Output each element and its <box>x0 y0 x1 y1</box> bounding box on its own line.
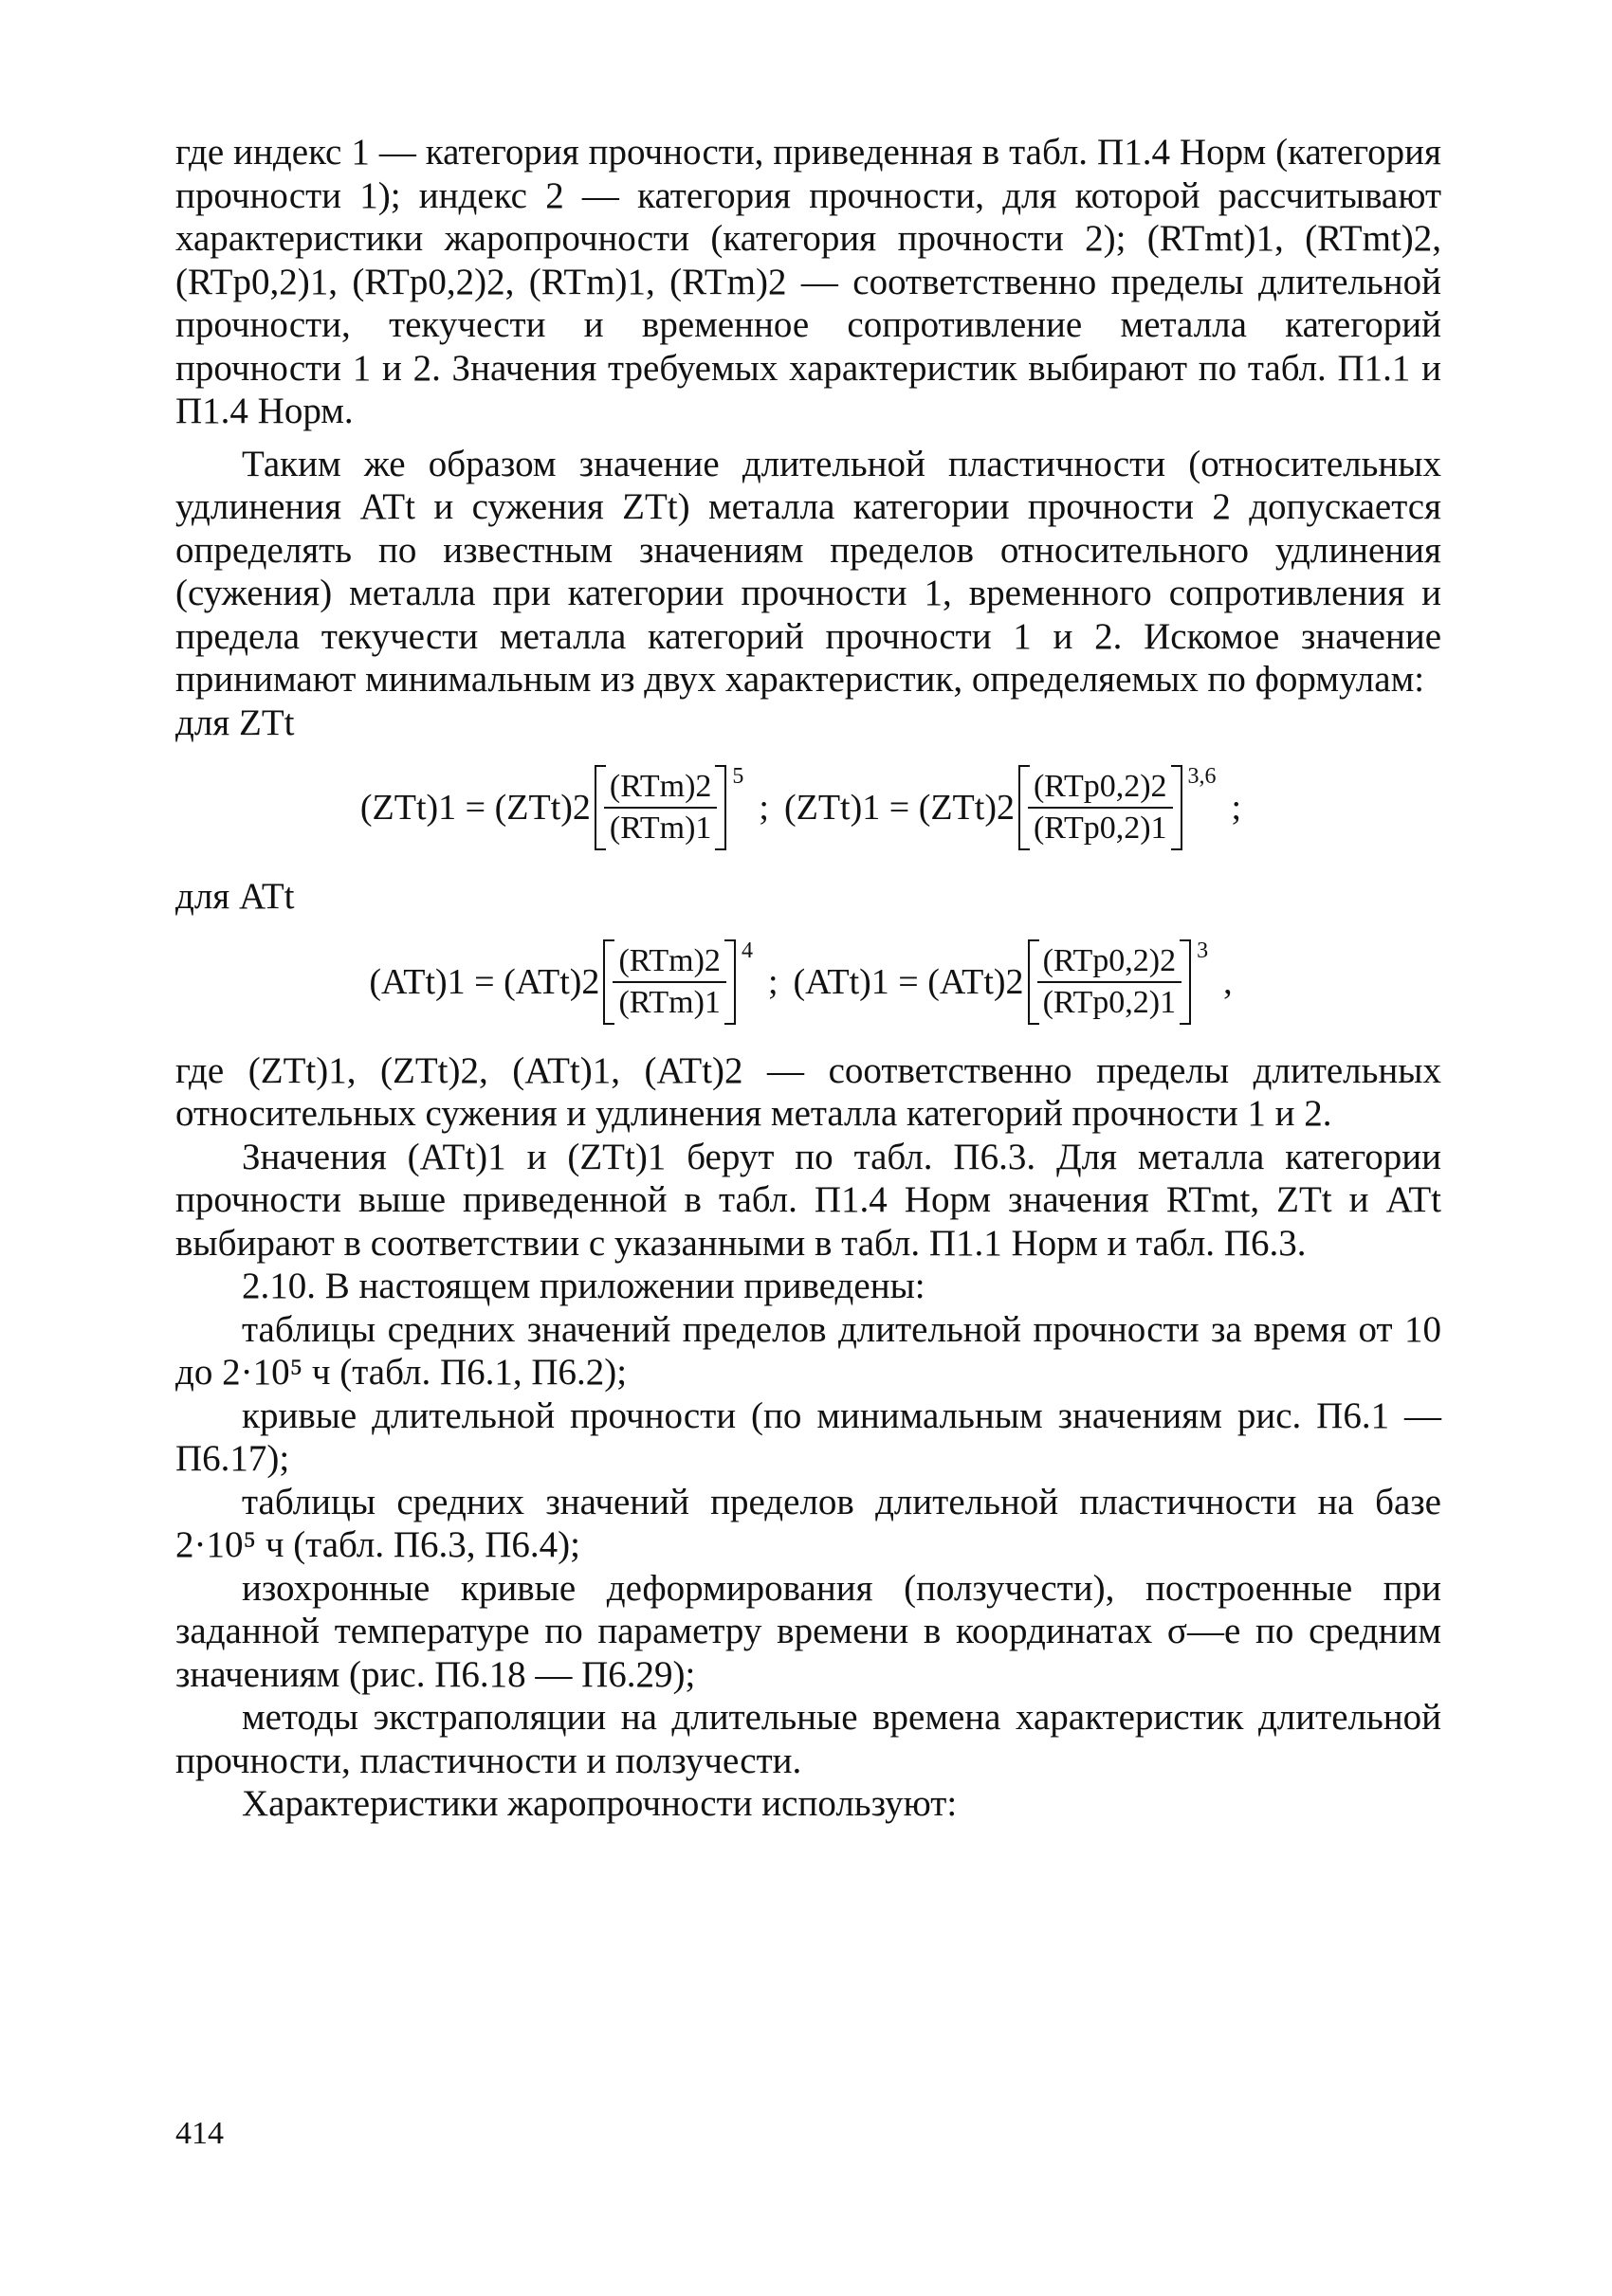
formula-z-2 <box>784 765 1217 850</box>
fraction-denominator: (RTm)1 <box>609 811 712 846</box>
separator: , <box>1223 961 1233 1002</box>
exponent: 4 <box>741 938 753 963</box>
list-item-curves-strength: кривые длительной прочности (по минимальным значениям рис. П6.1 — П6.17); <box>175 1394 1441 1479</box>
paragraph-usage: Характеристики жаропрочности используют: <box>242 1783 958 1824</box>
list-item-extrapolation: методы экстраполяции на длительные времена характеристик длительной прочности, пластичности и ползучести. <box>175 1697 1441 1781</box>
paragraph-section-2-10: 2.10. В настоящем приложении приведены: <box>242 1266 925 1306</box>
list-item-isochronous-curves: изохронные кривые деформирования (ползучести), построенные при заданной температуре по параметру времени в координатах σ—e по средним значениям (рис. П6.18 — П6.29); <box>175 1567 1441 1695</box>
formula-lhs: (ZTt)1 = (ZTt)2 <box>359 788 591 828</box>
paragraph-definitions: где индекс 1 — категория прочности, приведенная в табл. П1.4 Норм (категория прочности 1); индекс 2 — категория прочности, для которой рассчитывают характеристики жаропрочности (категория прочности 2); (RTmt)1, (RTmt)2, (RTp0,2)1, (RTp0,2)2, (RTm)1, (RTm)2 — соответственно пределы длительной прочности, текучести и временное сопротивление металла категорий прочности 1 и 2. Значения требуемых характеристик выбирают по табл. П1.1 и П1.4 Норм. <box>175 132 1441 431</box>
fraction <box>604 771 718 845</box>
formula-lhs: (ZTt)1 = (ZTt)2 <box>783 788 1015 828</box>
list-item-tables-plasticity: таблицы средних значений пределов длительной пластичности на базе 2·10⁵ ч (табл. П6.3, П6.4); <box>175 1481 1441 1565</box>
formula-label-z: для ZTt <box>175 702 295 743</box>
formula-lhs: (ATt)1 = (ATt)2 <box>369 961 600 1002</box>
fraction-numerator: (RTm)2 <box>604 771 718 809</box>
separator: ; <box>759 788 769 828</box>
separator: ; <box>767 961 779 1002</box>
fraction-denominator: (RTp0,2)1 <box>1033 811 1167 846</box>
fraction-denominator: (RTp0,2)1 <box>1042 984 1177 1020</box>
formula-a <box>175 939 1441 1025</box>
formula-a-2 <box>794 939 1209 1025</box>
fraction-denominator: (RTm)1 <box>618 984 721 1020</box>
separator: ; <box>1231 788 1242 828</box>
formula-a-1 <box>369 939 753 1025</box>
fraction <box>1028 771 1173 845</box>
exponent: 5 <box>732 764 744 789</box>
fraction <box>1037 942 1182 1020</box>
body-text <box>175 131 1441 1826</box>
paragraph-where: где (ZTt)1, (ZTt)2, (ATt)1, (ATt)2 — соответственно пределы длительных относительных сужения и удлинения металла категорий прочности 1 и 2. <box>175 1049 1441 1134</box>
formula-z-1 <box>360 765 744 850</box>
bracket <box>595 765 727 850</box>
formula-z <box>175 765 1441 850</box>
page-number: 414 <box>175 2116 224 2151</box>
exponent: 3 <box>1197 938 1209 963</box>
paragraph-values: Значения (ATt)1 и (ZTt)1 берут по табл. П6.3. Для металла категории прочности выше приведенной в табл. П1.4 Норм значения RTmt, ZTt и ATt выбирают в соответствии с указанными в табл. П1.1 Норм и табл. П6.3. <box>175 1136 1441 1264</box>
exponent: 3,6 <box>1187 764 1217 789</box>
bracket <box>603 939 736 1025</box>
formula-label-a: для ATt <box>175 876 295 917</box>
fraction-numerator: (RTm)2 <box>613 945 726 983</box>
bracket <box>1018 765 1182 850</box>
fraction-numerator: (RTp0,2)2 <box>1028 771 1173 809</box>
formula-lhs: (ATt)1 = (ATt)2 <box>793 961 1024 1002</box>
paragraph-plasticity: Таким же образом значение длительной пластичности (относительных удлинения ATt и сужения ZTt) металла категории прочности 2 допускается определять по известным значениям пределов относительного удлинения (сужения) металла при категории прочности 1, временного сопротивления и предела текучести металла категорий прочности 1 и 2. Искомое значение принимают минимальным из двух характеристик, определяемых по формулам: <box>175 443 1441 700</box>
fraction-numerator: (RTp0,2)2 <box>1037 945 1182 983</box>
fraction <box>613 942 726 1020</box>
bracket <box>1028 939 1192 1025</box>
list-item-tables-strength: таблицы средних значений пределов длительной прочности за время от 10 до 2·10⁵ ч (табл. П6.1, П6.2); <box>175 1308 1441 1393</box>
